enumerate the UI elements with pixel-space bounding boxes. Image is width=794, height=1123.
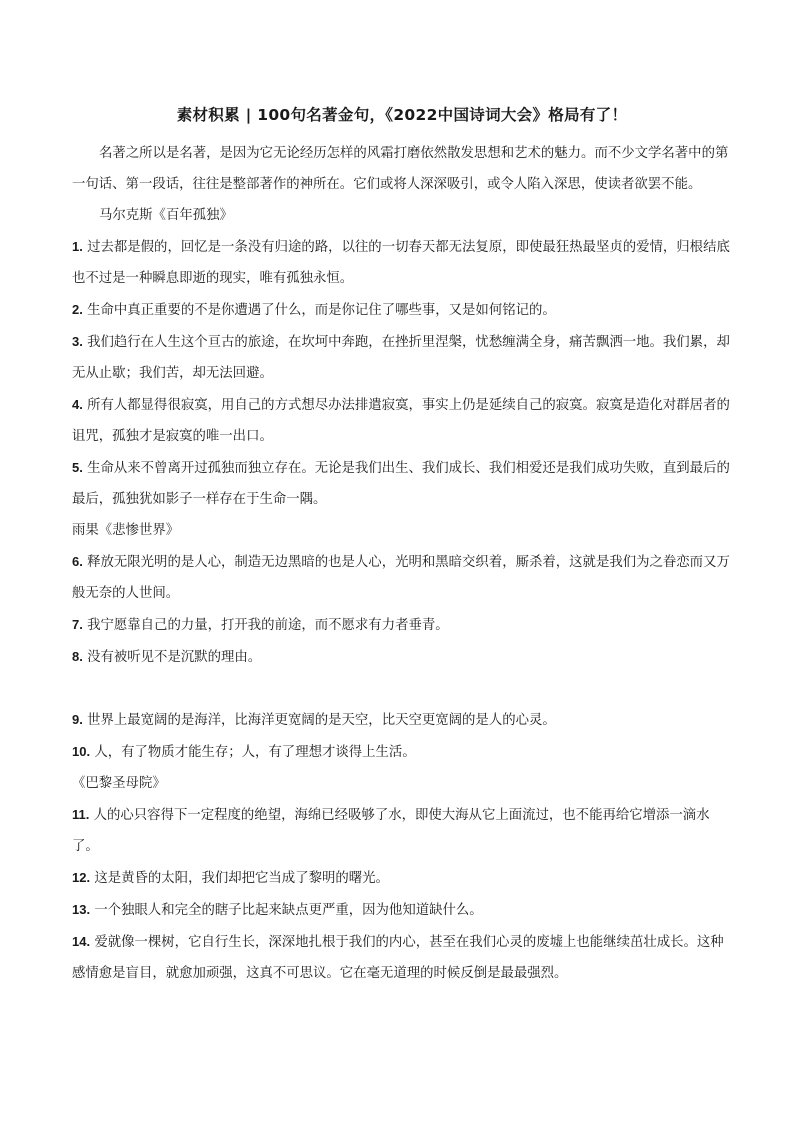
quote-item xyxy=(72,894,732,926)
quote-text: 我们趋行在人生这个亘古的旅途，在坎坷中奔跑，在挫折里涅槃，忧愁缠满全身，痛苦飘洒一地。我们累，却无从止歇；我们苦，却无法回避。 xyxy=(72,335,730,381)
page-title: 素材积累 | 100句名著金句，《2022中国诗词大会》格局有了！ xyxy=(176,106,628,124)
quote-text: 释放无限光明的是人心，制造无边黑暗的也是人心，光明和黑暗交织着，厮杀着，这就是我们为之眷恋而又万般无奈的人世间。 xyxy=(72,555,730,601)
quote-item xyxy=(72,326,732,389)
quote-item xyxy=(72,389,732,452)
quote-number: 6. xyxy=(72,554,83,569)
section-heading-2: 雨果《悲惨世界》 xyxy=(72,523,180,538)
quote-number: 7. xyxy=(72,617,83,632)
quote-item xyxy=(72,704,732,736)
quote-item xyxy=(72,231,732,294)
quote-text: 没有被听见不是沉默的理由。 xyxy=(87,650,262,665)
quote-number: 5. xyxy=(72,460,83,475)
quote-number: 1. xyxy=(72,239,83,254)
section-heading-3: 《巴黎圣母院》 xyxy=(72,776,166,791)
quote-text: 我宁愿靠自己的力量，打开我的前途，而不愿求有力者垂青。 xyxy=(87,618,449,633)
blank-line xyxy=(72,673,732,704)
quote-item xyxy=(72,862,732,894)
quote-number: 9. xyxy=(72,712,83,727)
quote-text: 世界上最宽阔的是海洋，比海洋更宽阔的是天空，比天空更宽阔的是人的心灵。 xyxy=(87,713,556,728)
quote-item xyxy=(72,736,732,768)
quote-text: 这是黄昏的太阳，我们却把它当成了黎明的曙光。 xyxy=(90,871,389,886)
quote-text: 所有人都显得很寂寞，用自己的方式想尽办法排遣寂寞，事实上仍是延续自己的寂寞。寂寞是造化对群居者的诅咒，孤独才是寂寞的唯一出口。 xyxy=(72,398,730,444)
quote-text: 过去都是假的，回忆是一条没有归途的路，以往的一切春天都无法复原，即使最狂热最坚贞的爱情，归根结底也不过是一种瞬息即逝的现实，唯有孤独永恒。 xyxy=(72,240,730,286)
quote-text: 生命从来不曾离开过孤独而独立存在。无论是我们出生、我们成长、我们相爱还是我们成功失败，直到最后的最后，孤独犹如影子一样存在于生命一隅。 xyxy=(72,461,730,507)
quote-text: 一个独眼人和完全的瞎子比起来缺点更严重，因为他知道缺什么。 xyxy=(90,903,483,918)
quote-text: 人，有了物质才能生存；人，有了理想才谈得上生活。 xyxy=(90,745,416,760)
quote-item xyxy=(72,546,732,609)
intro-paragraph: 名著之所以是名著，是因为它无论经历怎样的风霜打磨依然散发思想和艺术的魅力。而不少文学名著中的第一句话、第一段话，往往是整部著作的神所在。它们或将人深深吸引，或令人陷入深思，使读者欲罢不能。 xyxy=(72,146,729,192)
quote-item xyxy=(72,799,732,862)
quote-number: 2. xyxy=(72,302,83,317)
quote-item xyxy=(72,294,732,326)
quote-item xyxy=(72,609,732,641)
quote-text: 人的心只容得下一定程度的绝望，海绵已经吸够了水，即使大海从它上面流过，也不能再给它增添一滴水了。 xyxy=(72,808,710,854)
quote-text: 爱就像一棵树，它自行生长，深深地扎根于我们的内心，甚至在我们心灵的废墟上也能继续茁壮成长。这种感情愈是盲目，就愈加顽强，这真不可思议。它在毫无道理的时候反倒是最最强烈。 xyxy=(72,935,724,981)
quote-item xyxy=(72,452,732,515)
quote-number: 3. xyxy=(72,334,83,349)
quote-number: 12. xyxy=(72,870,91,885)
quote-number: 13. xyxy=(72,902,91,917)
quote-text: 生命中真正重要的不是你遭遇了什么，而是你记住了哪些事，又是如何铭记的。 xyxy=(87,303,556,318)
quote-number: 8. xyxy=(72,649,83,664)
quote-number: 4. xyxy=(72,397,83,412)
quote-item xyxy=(72,641,732,673)
quote-number: 11. xyxy=(72,807,90,822)
quote-item xyxy=(72,926,732,989)
section-heading-1: 马尔克斯《百年孤独》 xyxy=(99,208,233,223)
quote-number: 10. xyxy=(72,744,91,759)
quote-number: 14. xyxy=(72,934,91,949)
